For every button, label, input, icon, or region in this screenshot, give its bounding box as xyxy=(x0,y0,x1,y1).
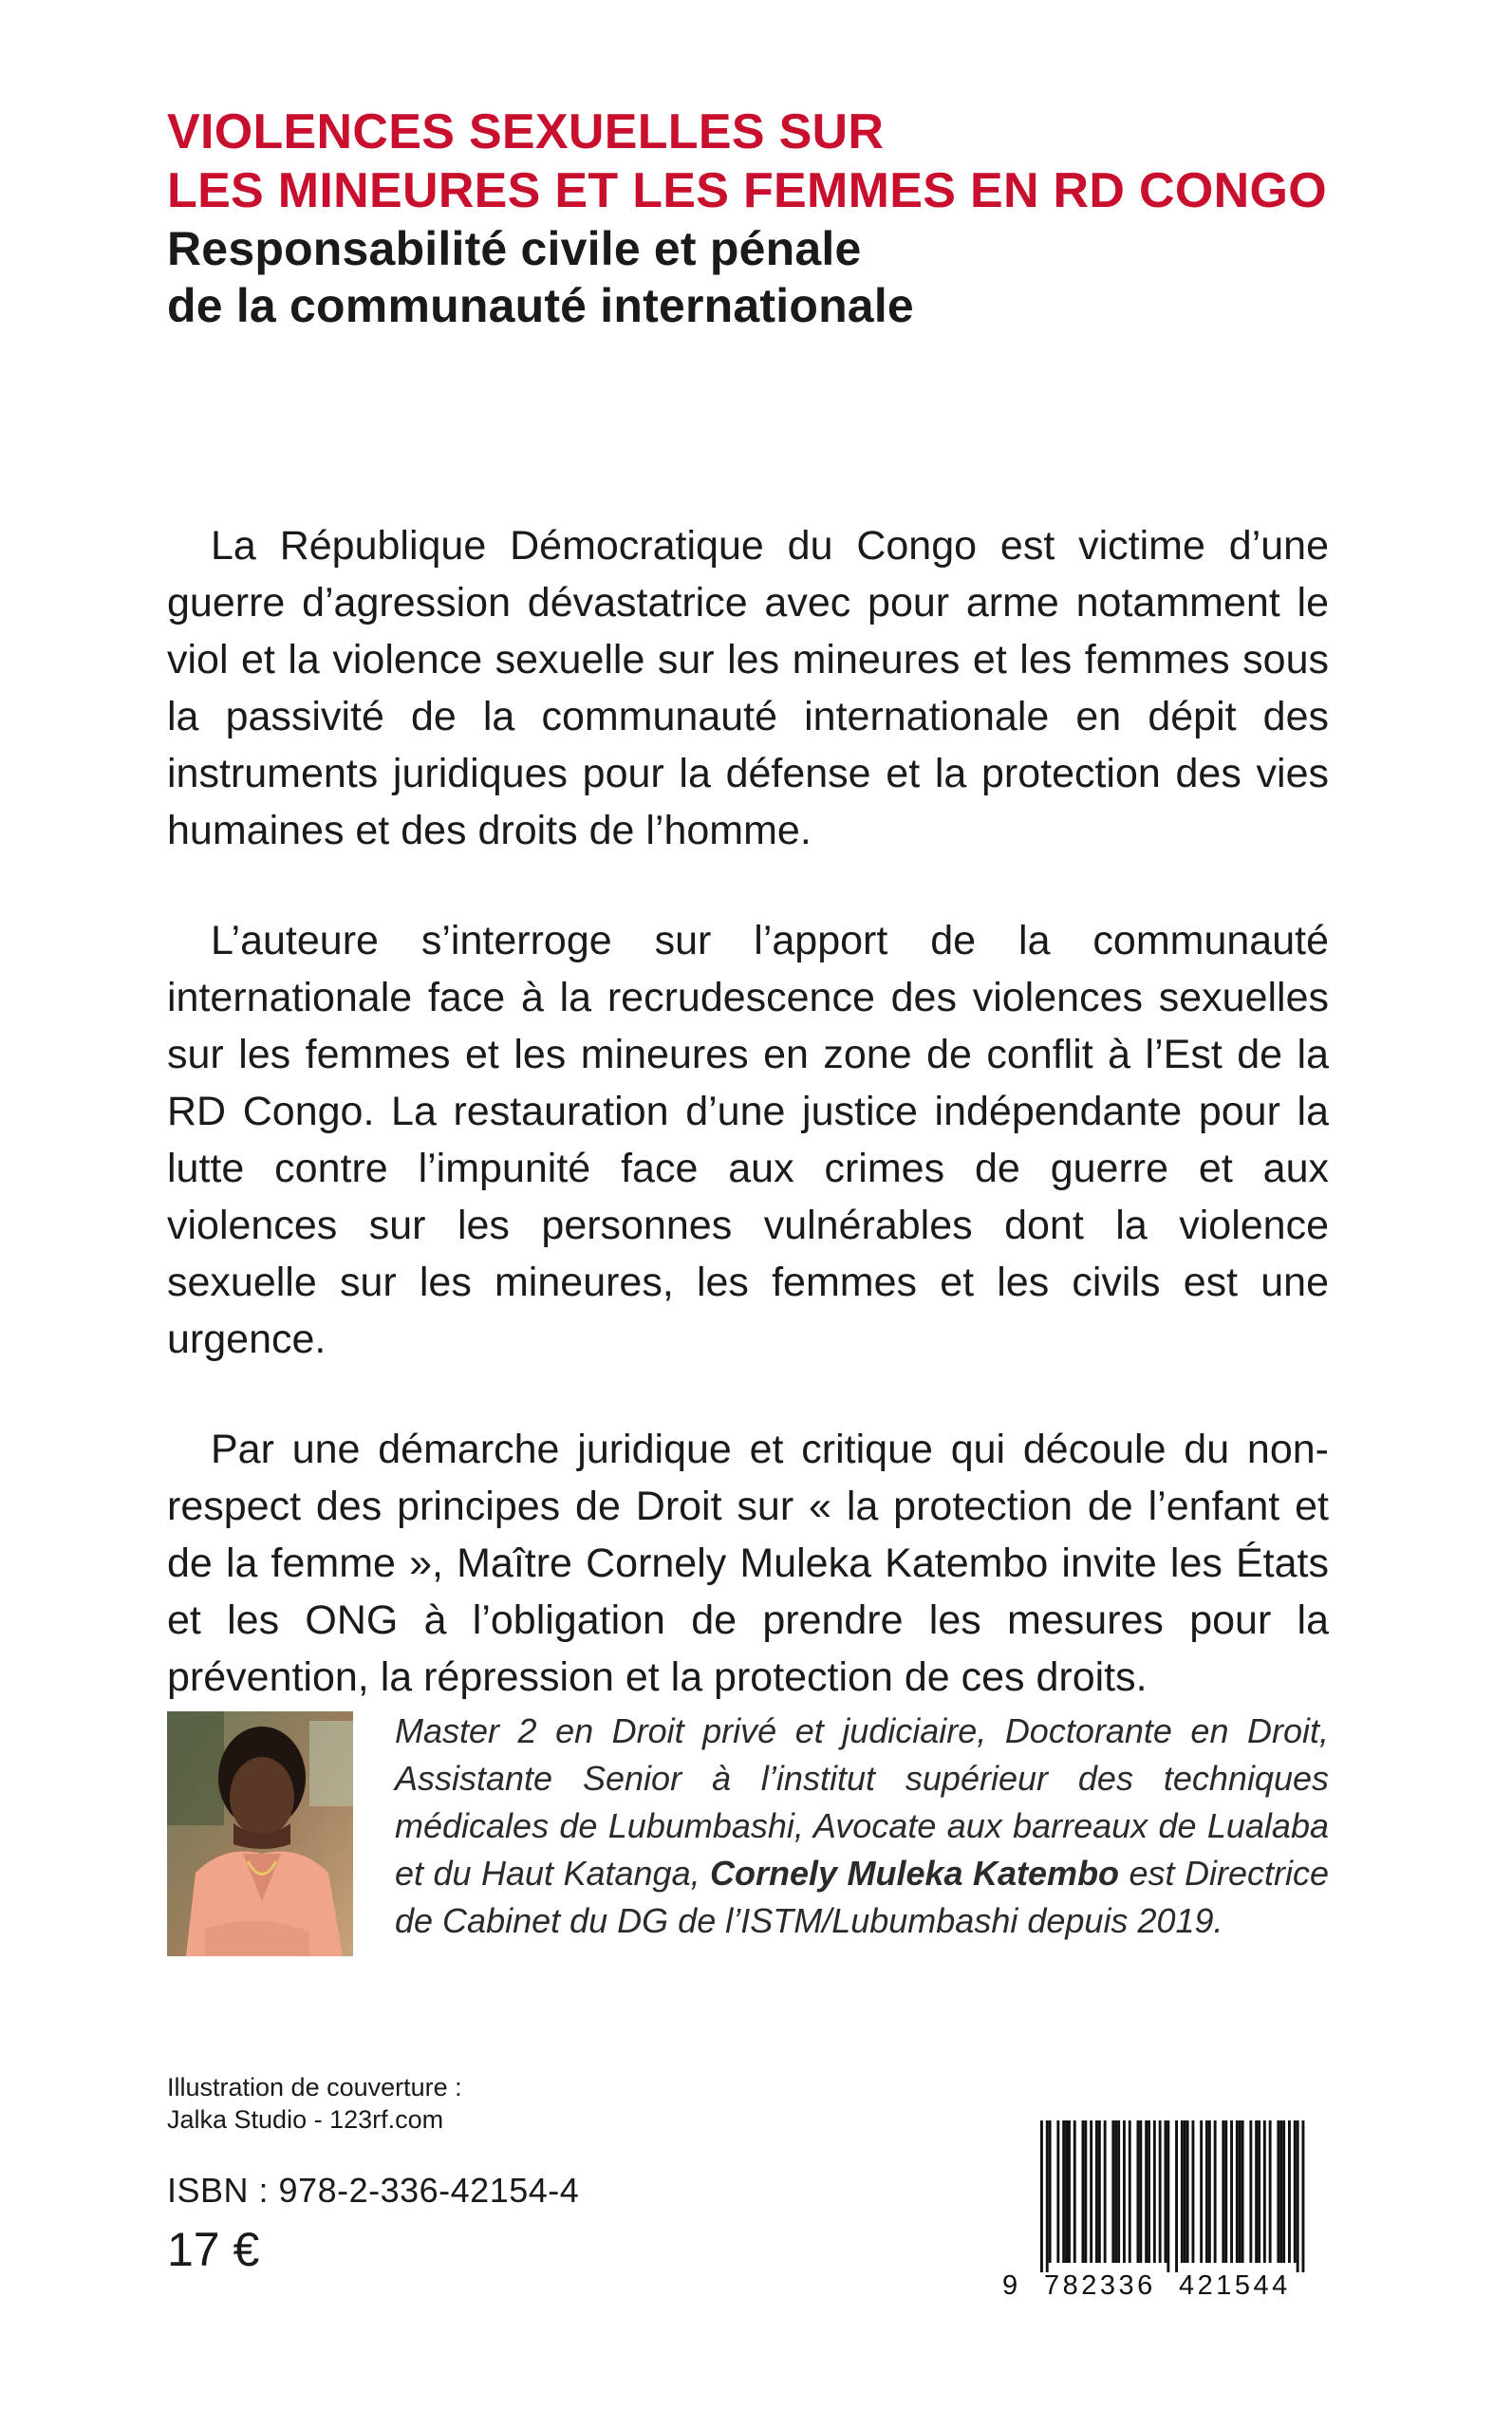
barcode-bar xyxy=(1236,2120,1239,2263)
barcode-bar xyxy=(1040,2120,1043,2272)
title-block xyxy=(167,103,1401,334)
summary-paragraph-1: La République Démocratique du Congo est victime d’une guerre d’agression dévastatrice avec pour arme notamment le viol et la violence sexuelle sur les mineures et les femmes sous la passivité de la communauté internationale en dépit des instruments juridiques pour la défense et la protection des vies humaines et des droits de l’homme. xyxy=(167,523,1329,853)
back-cover-summary xyxy=(167,517,1329,1759)
barcode-bar xyxy=(1153,2120,1156,2263)
barcode-bar xyxy=(1062,2120,1065,2263)
barcode-bar xyxy=(1104,2120,1107,2263)
barcode-bar xyxy=(1165,2120,1167,2263)
subtitle-line-1: Responsabilité civile et pénale xyxy=(167,222,862,275)
barcode-bar xyxy=(1277,2120,1279,2263)
author-section xyxy=(167,1711,1329,1958)
barcode-bar xyxy=(1056,2120,1059,2263)
barcode xyxy=(1002,2115,1325,2305)
barcode-bar xyxy=(1137,2120,1140,2263)
barcode-bar xyxy=(1224,2120,1227,2263)
barcode-bar xyxy=(1279,2120,1282,2263)
barcode-bar xyxy=(1200,2120,1203,2263)
barcode-bar xyxy=(1095,2120,1098,2263)
barcode-bar xyxy=(1297,2120,1299,2272)
barcode-bar xyxy=(1167,2120,1169,2272)
barcode-bar xyxy=(1241,2120,1244,2263)
barcode-bar xyxy=(1123,2120,1126,2263)
summary-paragraph-3: Par une démarche juridique et critique qui découle du non-respect des principes de Droit sur « la protection de l’enfant et de la femme », Maître Cornely Muleka Katembo invite les États et les ONG à l’obligation de prendre les mesures pour la prévention, la répression et la protection de ces droits. xyxy=(167,1427,1329,1700)
barcode-bar xyxy=(1282,2120,1285,2263)
barcode-bar xyxy=(1049,2120,1052,2263)
barcode-bar xyxy=(1129,2120,1131,2263)
author-photo xyxy=(167,1711,353,1956)
credit-line-1: Illustration de couverture : xyxy=(167,2073,462,2101)
barcode-bar xyxy=(1114,2120,1117,2263)
barcode-bar xyxy=(1269,2120,1272,2263)
barcode-bar xyxy=(1073,2120,1076,2263)
barcode-bar xyxy=(1214,2120,1217,2263)
barcode-bar xyxy=(1302,2120,1305,2272)
barcode-bars xyxy=(1040,2120,1325,2272)
barcode-bar xyxy=(1065,2120,1068,2263)
barcode-bar xyxy=(1222,2120,1224,2263)
barcode-bar xyxy=(1263,2120,1266,2263)
title-line-1: VIOLENCES SEXUELLES SUR xyxy=(167,104,885,159)
author-bio xyxy=(395,1708,1329,1945)
barcode-bar xyxy=(1239,2120,1241,2263)
barcode-left-group: 782336 xyxy=(1044,2270,1156,2301)
barcode-bar xyxy=(1208,2120,1211,2263)
barcode-bar xyxy=(1294,2120,1297,2263)
title-line-2: LES MINEURES ET LES FEMMES EN RD CONGO xyxy=(167,163,1327,218)
barcode-bar xyxy=(1145,2120,1148,2263)
barcode-bar xyxy=(1159,2120,1162,2263)
author-name: Cornely Muleka Katembo xyxy=(710,1854,1120,1893)
barcode-right-group: 421544 xyxy=(1179,2270,1291,2301)
barcode-bar xyxy=(1258,2120,1260,2263)
barcode-bar xyxy=(1090,2120,1092,2263)
barcode-bar xyxy=(1288,2120,1291,2263)
barcode-bar xyxy=(1184,2120,1186,2263)
barcode-bar xyxy=(1111,2120,1114,2263)
barcode-bar xyxy=(1148,2120,1150,2263)
barcode-bar xyxy=(1175,2120,1178,2272)
barcode-bar xyxy=(1084,2120,1087,2263)
barcode-bar xyxy=(1192,2120,1195,2263)
author-bio-end: est Directrice de Cabinet du DG de l’ISTM/Lubumbashi depuis 2019. xyxy=(395,1854,1329,1940)
barcode-bar xyxy=(1046,2120,1049,2272)
summary-paragraph-2: L’auteure s’interroge sur l’apport de la communauté internationale face à la recrudescence des violences sexuelles sur les femmes et les mineures en zone de conflit à l’Est de la RD Congo. La restauration d’une justice indépendante pour la lutte contre l’impunité face aux crimes de guerre et aux violences sur les personnes vulnérables dont la violence sexuelle sur les mineures, les femmes et les civils est une urgence. xyxy=(167,918,1329,1362)
barcode-bar xyxy=(1068,2120,1071,2263)
barcode-bar xyxy=(1186,2120,1189,2263)
cover-illustration-credit xyxy=(167,2071,462,2136)
barcode-bar xyxy=(1249,2120,1252,2263)
barcode-bar xyxy=(1181,2120,1184,2263)
barcode-first-digit: 9 xyxy=(1002,2270,1021,2301)
credit-line-2: Jalka Studio - 123rf.com xyxy=(167,2105,444,2134)
barcode-bar xyxy=(1205,2120,1208,2263)
barcode-bar xyxy=(1082,2120,1085,2263)
barcode-bar xyxy=(1255,2120,1258,2263)
barcode-bar xyxy=(1139,2120,1142,2263)
barcode-bar xyxy=(1098,2120,1101,2263)
author-bio-intro: Master 2 en Droit privé et judiciaire, Doctorante en Droit, Assistante Senior à l’institut supérieur des techniques médicales de Lubumbashi, Avocate aux barreaux de Lualaba et du Haut Katanga, xyxy=(395,1711,1329,1893)
barcode-bar xyxy=(1117,2120,1120,2263)
isbn: ISBN : 978-2-336-42154-4 xyxy=(167,2171,580,2210)
subtitle-line-2: de la communauté internationale xyxy=(167,279,914,332)
barcode-bar xyxy=(1230,2120,1233,2263)
price: 17 € xyxy=(167,2223,260,2276)
